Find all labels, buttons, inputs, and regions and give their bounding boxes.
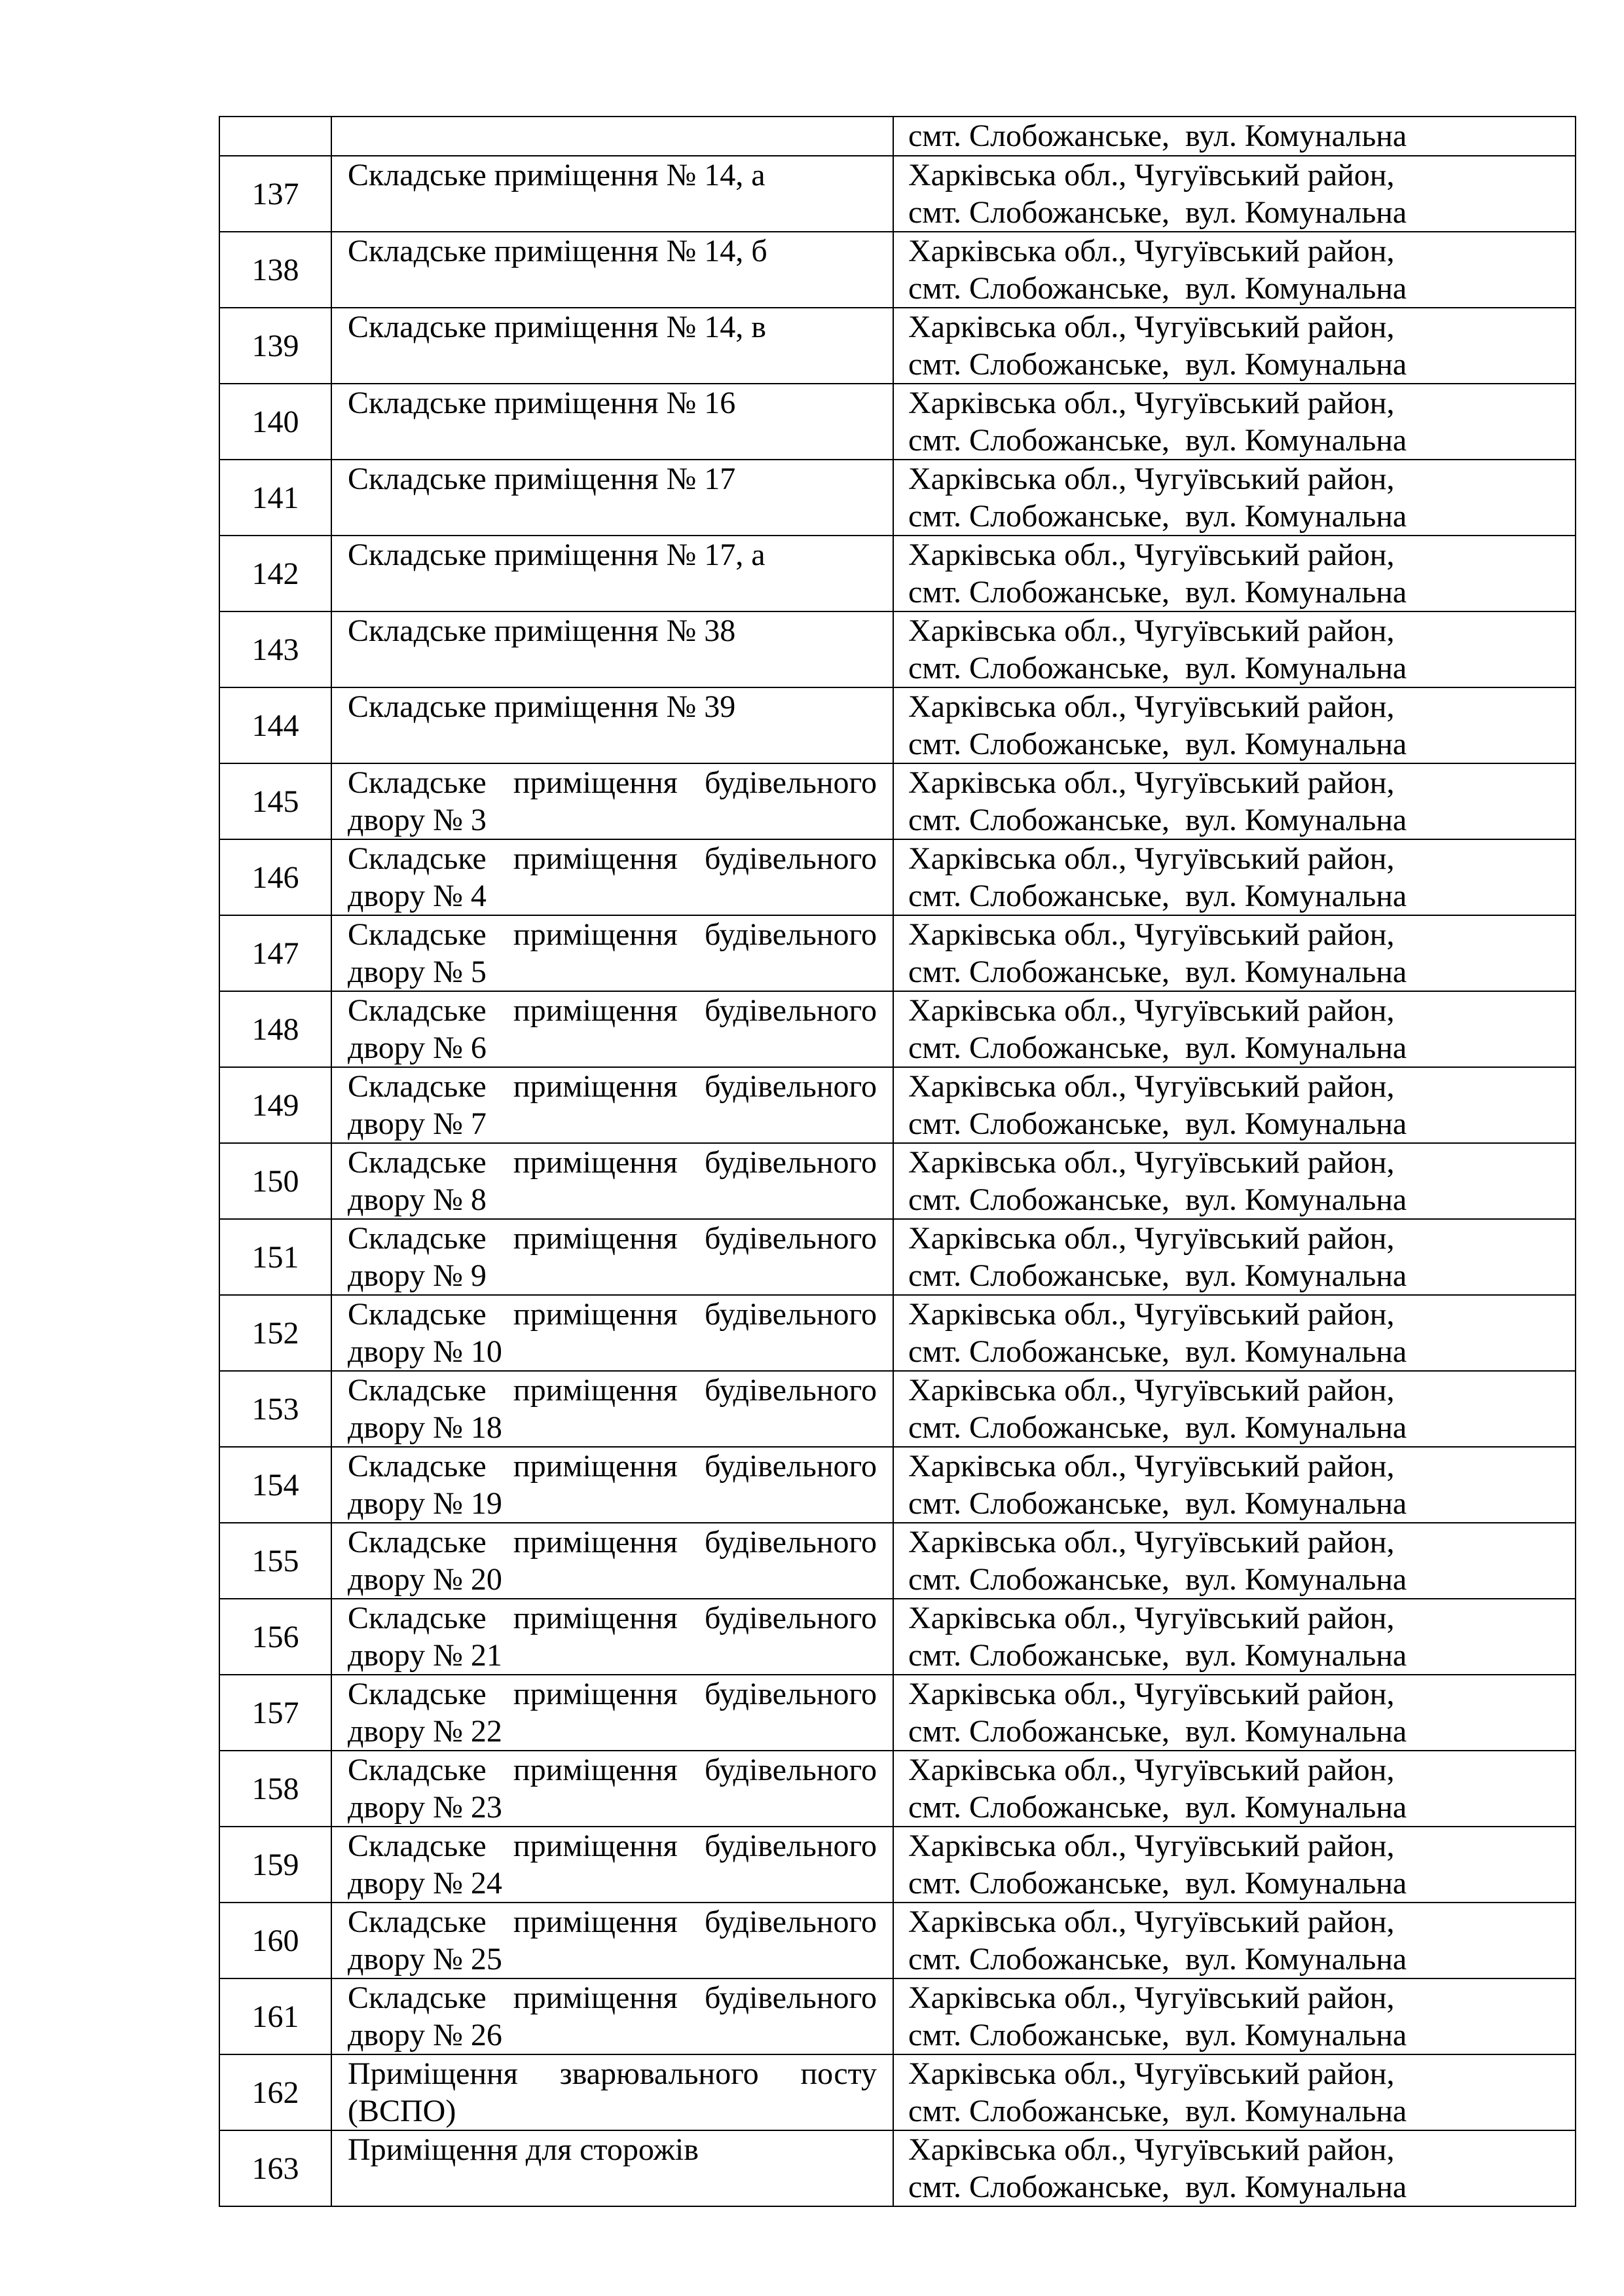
address-cell [893,611,1576,687]
address-line-1: Харківська обл., Чугуївський район, [908,1677,1395,1711]
object-name-cell: Складське приміщення будівельного двору № 22 [331,1675,893,1751]
table-row [219,384,1576,460]
address-line-2: смт. Слобожанське, вул. Комунальна [908,2170,1407,2204]
table-row [219,1295,1576,1371]
row-number-cell: 140 [219,384,331,460]
row-number-cell: 145 [219,763,331,839]
table-row [219,991,1576,1067]
address-line-1: Харківська обл., Чугуївський район, [908,993,1395,1028]
address-line-1: Харківська обл., Чугуївський район, [908,1297,1395,1332]
address-line-2: смт. Слобожанське, вул. Комунальна [908,1562,1407,1597]
object-name-cell: Складське приміщення № 16 [331,384,893,460]
table-row [219,1523,1576,1599]
table-row [219,1675,1576,1751]
table-row [219,2130,1576,2206]
address-line-2: смт. Слобожанське, вул. Комунальна [908,1866,1407,1901]
table-row [219,1219,1576,1295]
address-line-1: Харківська обл., Чугуївський район, [908,2132,1395,2167]
address-line-1: Харківська обл., Чугуївський район, [908,234,1395,268]
table-row [219,687,1576,763]
address-line-2: смт. Слобожанське, вул. Комунальна [908,423,1407,458]
object-name-cell: Складське приміщення будівельного двору № 18 [331,1371,893,1447]
address-cell [893,1067,1576,1143]
address-line-1: Харківська обл., Чугуївський район, [908,158,1395,192]
address-cell [893,1523,1576,1599]
address-cell [893,1447,1576,1523]
row-number-cell: 139 [219,308,331,384]
row-number-cell: 150 [219,1143,331,1219]
row-number-cell: 155 [219,1523,331,1599]
address-line-2: смт. Слобожанське, вул. Комунальна [908,1258,1407,1293]
address-cell [893,1675,1576,1751]
address-cell [893,2054,1576,2130]
table-body [219,117,1576,2206]
address-line-1: Харківська обл., Чугуївський район, [908,386,1395,420]
object-name-cell: Складське приміщення № 14, в [331,308,893,384]
row-number-cell: 157 [219,1675,331,1751]
address-line-1: Харківська обл., Чугуївський район, [908,1449,1395,1484]
address-cell [893,1219,1576,1295]
address-line-2: смт. Слобожанське, вул. Комунальна [908,955,1407,989]
address-line-2: смт. Слобожанське, вул. Комунальна [908,1638,1407,1673]
table-row-continuation [219,117,1576,156]
address-line-1: Харківська обл., Чугуївський район, [908,1980,1395,2015]
row-number-cell: 152 [219,1295,331,1371]
row-number-cell: 161 [219,1978,331,2054]
address-line-1: Харківська обл., Чугуївський район, [908,613,1395,648]
address-cell [893,460,1576,536]
object-name-cell [331,117,893,156]
address-line-2: смт. Слобожанське, вул. Комунальна [908,2094,1407,2128]
address-line-1: Харківська обл., Чугуївський район, [908,1753,1395,1787]
row-number-cell: 160 [219,1903,331,1978]
table-row [219,915,1576,991]
object-name-cell: Складське приміщення будівельного двору № 25 [331,1903,893,1978]
address-line-2: смт. Слобожанське, вул. Комунальна [908,803,1407,837]
address-cell [893,687,1576,763]
address-cell [893,232,1576,308]
address-line-1: Харківська обл., Чугуївський район, [908,1904,1395,1939]
table-row [219,1067,1576,1143]
address-line-2: смт. Слобожанське, вул. Комунальна [908,727,1407,761]
address-cell [893,156,1576,232]
row-number-cell: 147 [219,915,331,991]
row-number-cell: 143 [219,611,331,687]
address-line-2: смт. Слобожанське, вул. Комунальна [908,1334,1407,1369]
address-cell [893,991,1576,1067]
address-line-2: смт. Слобожанське, вул. Комунальна [908,575,1407,610]
address-cell [893,117,1576,156]
row-number-cell: 163 [219,2130,331,2206]
address-line-2: смт. Слобожанське, вул. Комунальна [908,2018,1407,2052]
address-cell [893,384,1576,460]
row-number-cell: 138 [219,232,331,308]
address-line-2: смт. Слобожанське, вул. Комунальна [908,1486,1407,1521]
object-name-cell: Складське приміщення будівельного двору № 21 [331,1599,893,1675]
object-name-cell: Складське приміщення № 14, а [331,156,893,232]
object-name-cell: Складське приміщення будівельного двору № 3 [331,763,893,839]
row-number-cell: 141 [219,460,331,536]
address-line-1: Харківська обл., Чугуївський район, [908,1601,1395,1635]
address-line-1: Харківська обл., Чугуївський район, [908,1829,1395,1863]
address-line-2: смт. Слобожанське, вул. Комунальна [908,1714,1407,1749]
row-number-cell: 154 [219,1447,331,1523]
object-name-cell: Складське приміщення будівельного двору № 7 [331,1067,893,1143]
address-line-2: смт. Слобожанське, вул. Комунальна [908,271,1407,306]
table-row [219,2054,1576,2130]
address-line-1: Харківська обл., Чугуївський район, [908,2056,1395,2091]
address-line-2: смт. Слобожанське, вул. Комунальна [908,1942,1407,1977]
table-row [219,1447,1576,1523]
address-cell [893,1903,1576,1978]
address-line-2: смт. Слобожанське, вул. Комунальна [908,1410,1407,1445]
address-cell [893,1599,1576,1675]
table-row [219,1371,1576,1447]
row-number-cell: 158 [219,1751,331,1827]
address-line-2: смт. Слобожанське, вул. Комунальна [908,195,1407,230]
address-line-1: Харківська обл., Чугуївський район, [908,462,1395,496]
address-line-1: Харківська обл., Чугуївський район, [908,1145,1395,1180]
table-row [219,839,1576,915]
object-name-cell: Складське приміщення № 17, а [331,536,893,611]
table-row [219,536,1576,611]
object-name-cell: Складське приміщення будівельного двору № 19 [331,1447,893,1523]
address-line-2: смт. Слобожанське, вул. Комунальна [908,879,1407,913]
table-row [219,1599,1576,1675]
object-name-cell: Складське приміщення № 14, б [331,232,893,308]
table-row [219,763,1576,839]
table-row [219,460,1576,536]
address-cell [893,1371,1576,1447]
object-name-cell: Приміщення для сторожів [331,2130,893,2206]
address-line-1: Харківська обл., Чугуївський район, [908,689,1395,724]
object-name-cell: Складське приміщення № 39 [331,687,893,763]
table-row [219,611,1576,687]
table-row [219,156,1576,232]
row-number-cell: 149 [219,1067,331,1143]
object-name-cell: Складське приміщення будівельного двору № 6 [331,991,893,1067]
row-number-cell: 159 [219,1827,331,1903]
address-line-1: Харківська обл., Чугуївський район, [908,917,1395,952]
address-cell [893,839,1576,915]
address-cell [893,308,1576,384]
object-name-cell: Складське приміщення № 17 [331,460,893,536]
address-line-1: Харківська обл., Чугуївський район, [908,1373,1395,1408]
row-number-cell: 148 [219,991,331,1067]
address-cell [893,536,1576,611]
table-row [219,1751,1576,1827]
address-line-2: смт. Слобожанське, вул. Комунальна [908,347,1407,382]
table-row [219,1978,1576,2054]
address-line-2: смт. Слобожанське, вул. Комунальна [908,499,1407,534]
object-name-cell: Складське приміщення будівельного двору № 4 [331,839,893,915]
address-cell [893,1295,1576,1371]
address-line-1: Харківська обл., Чугуївський район, [908,1069,1395,1104]
property-table [219,116,1576,2207]
address-line-2: смт. Слобожанське, вул. Комунальна [908,1030,1407,1065]
address-cell [893,763,1576,839]
object-name-cell: Складське приміщення будівельного двору № 5 [331,915,893,991]
address-line-1: Харківська обл., Чугуївський район, [908,765,1395,800]
object-name-cell: Приміщення зварювального посту (ВСПО) [331,2054,893,2130]
table-row [219,1903,1576,1978]
address-line-2: смт. Слобожанське, вул. Комунальна [908,1790,1407,1825]
address-cell [893,915,1576,991]
row-number-cell: 162 [219,2054,331,2130]
address-line-2: смт. Слобожанське, вул. Комунальна [908,1106,1407,1141]
row-number-cell: 151 [219,1219,331,1295]
row-number-cell: 156 [219,1599,331,1675]
row-number-cell: 146 [219,839,331,915]
address-line-1: Харківська обл., Чугуївський район, [908,538,1395,572]
row-number-cell: 137 [219,156,331,232]
object-name-cell: Складське приміщення № 38 [331,611,893,687]
address-line-1: Харківська обл., Чугуївський район, [908,1221,1395,1256]
object-name-cell: Складське приміщення будівельного двору № 23 [331,1751,893,1827]
object-name-cell: Складське приміщення будівельного двору № 24 [331,1827,893,1903]
address-line-2: смт. Слобожанське, вул. Комунальна [908,118,1407,153]
object-name-cell: Складське приміщення будівельного двору № 8 [331,1143,893,1219]
address-line-2: смт. Слобожанське, вул. Комунальна [908,651,1407,685]
address-cell [893,1143,1576,1219]
object-name-cell: Складське приміщення будівельного двору № 9 [331,1219,893,1295]
table-row [219,232,1576,308]
address-cell [893,1978,1576,2054]
row-number-cell: 153 [219,1371,331,1447]
address-line-1: Харківська обл., Чугуївський район, [908,1525,1395,1559]
address-cell [893,2130,1576,2206]
object-name-cell: Складське приміщення будівельного двору № 10 [331,1295,893,1371]
row-number-cell [219,117,331,156]
table-row [219,1827,1576,1903]
table-row [219,308,1576,384]
table-row [219,1143,1576,1219]
row-number-cell: 144 [219,687,331,763]
address-cell [893,1751,1576,1827]
address-line-1: Харківська обл., Чугуївський район, [908,310,1395,344]
row-number-cell: 142 [219,536,331,611]
address-cell [893,1827,1576,1903]
address-line-1: Харківська обл., Чугуївський район, [908,841,1395,876]
address-line-2: смт. Слобожанське, вул. Комунальна [908,1182,1407,1217]
object-name-cell: Складське приміщення будівельного двору № 26 [331,1978,893,2054]
object-name-cell: Складське приміщення будівельного двору № 20 [331,1523,893,1599]
